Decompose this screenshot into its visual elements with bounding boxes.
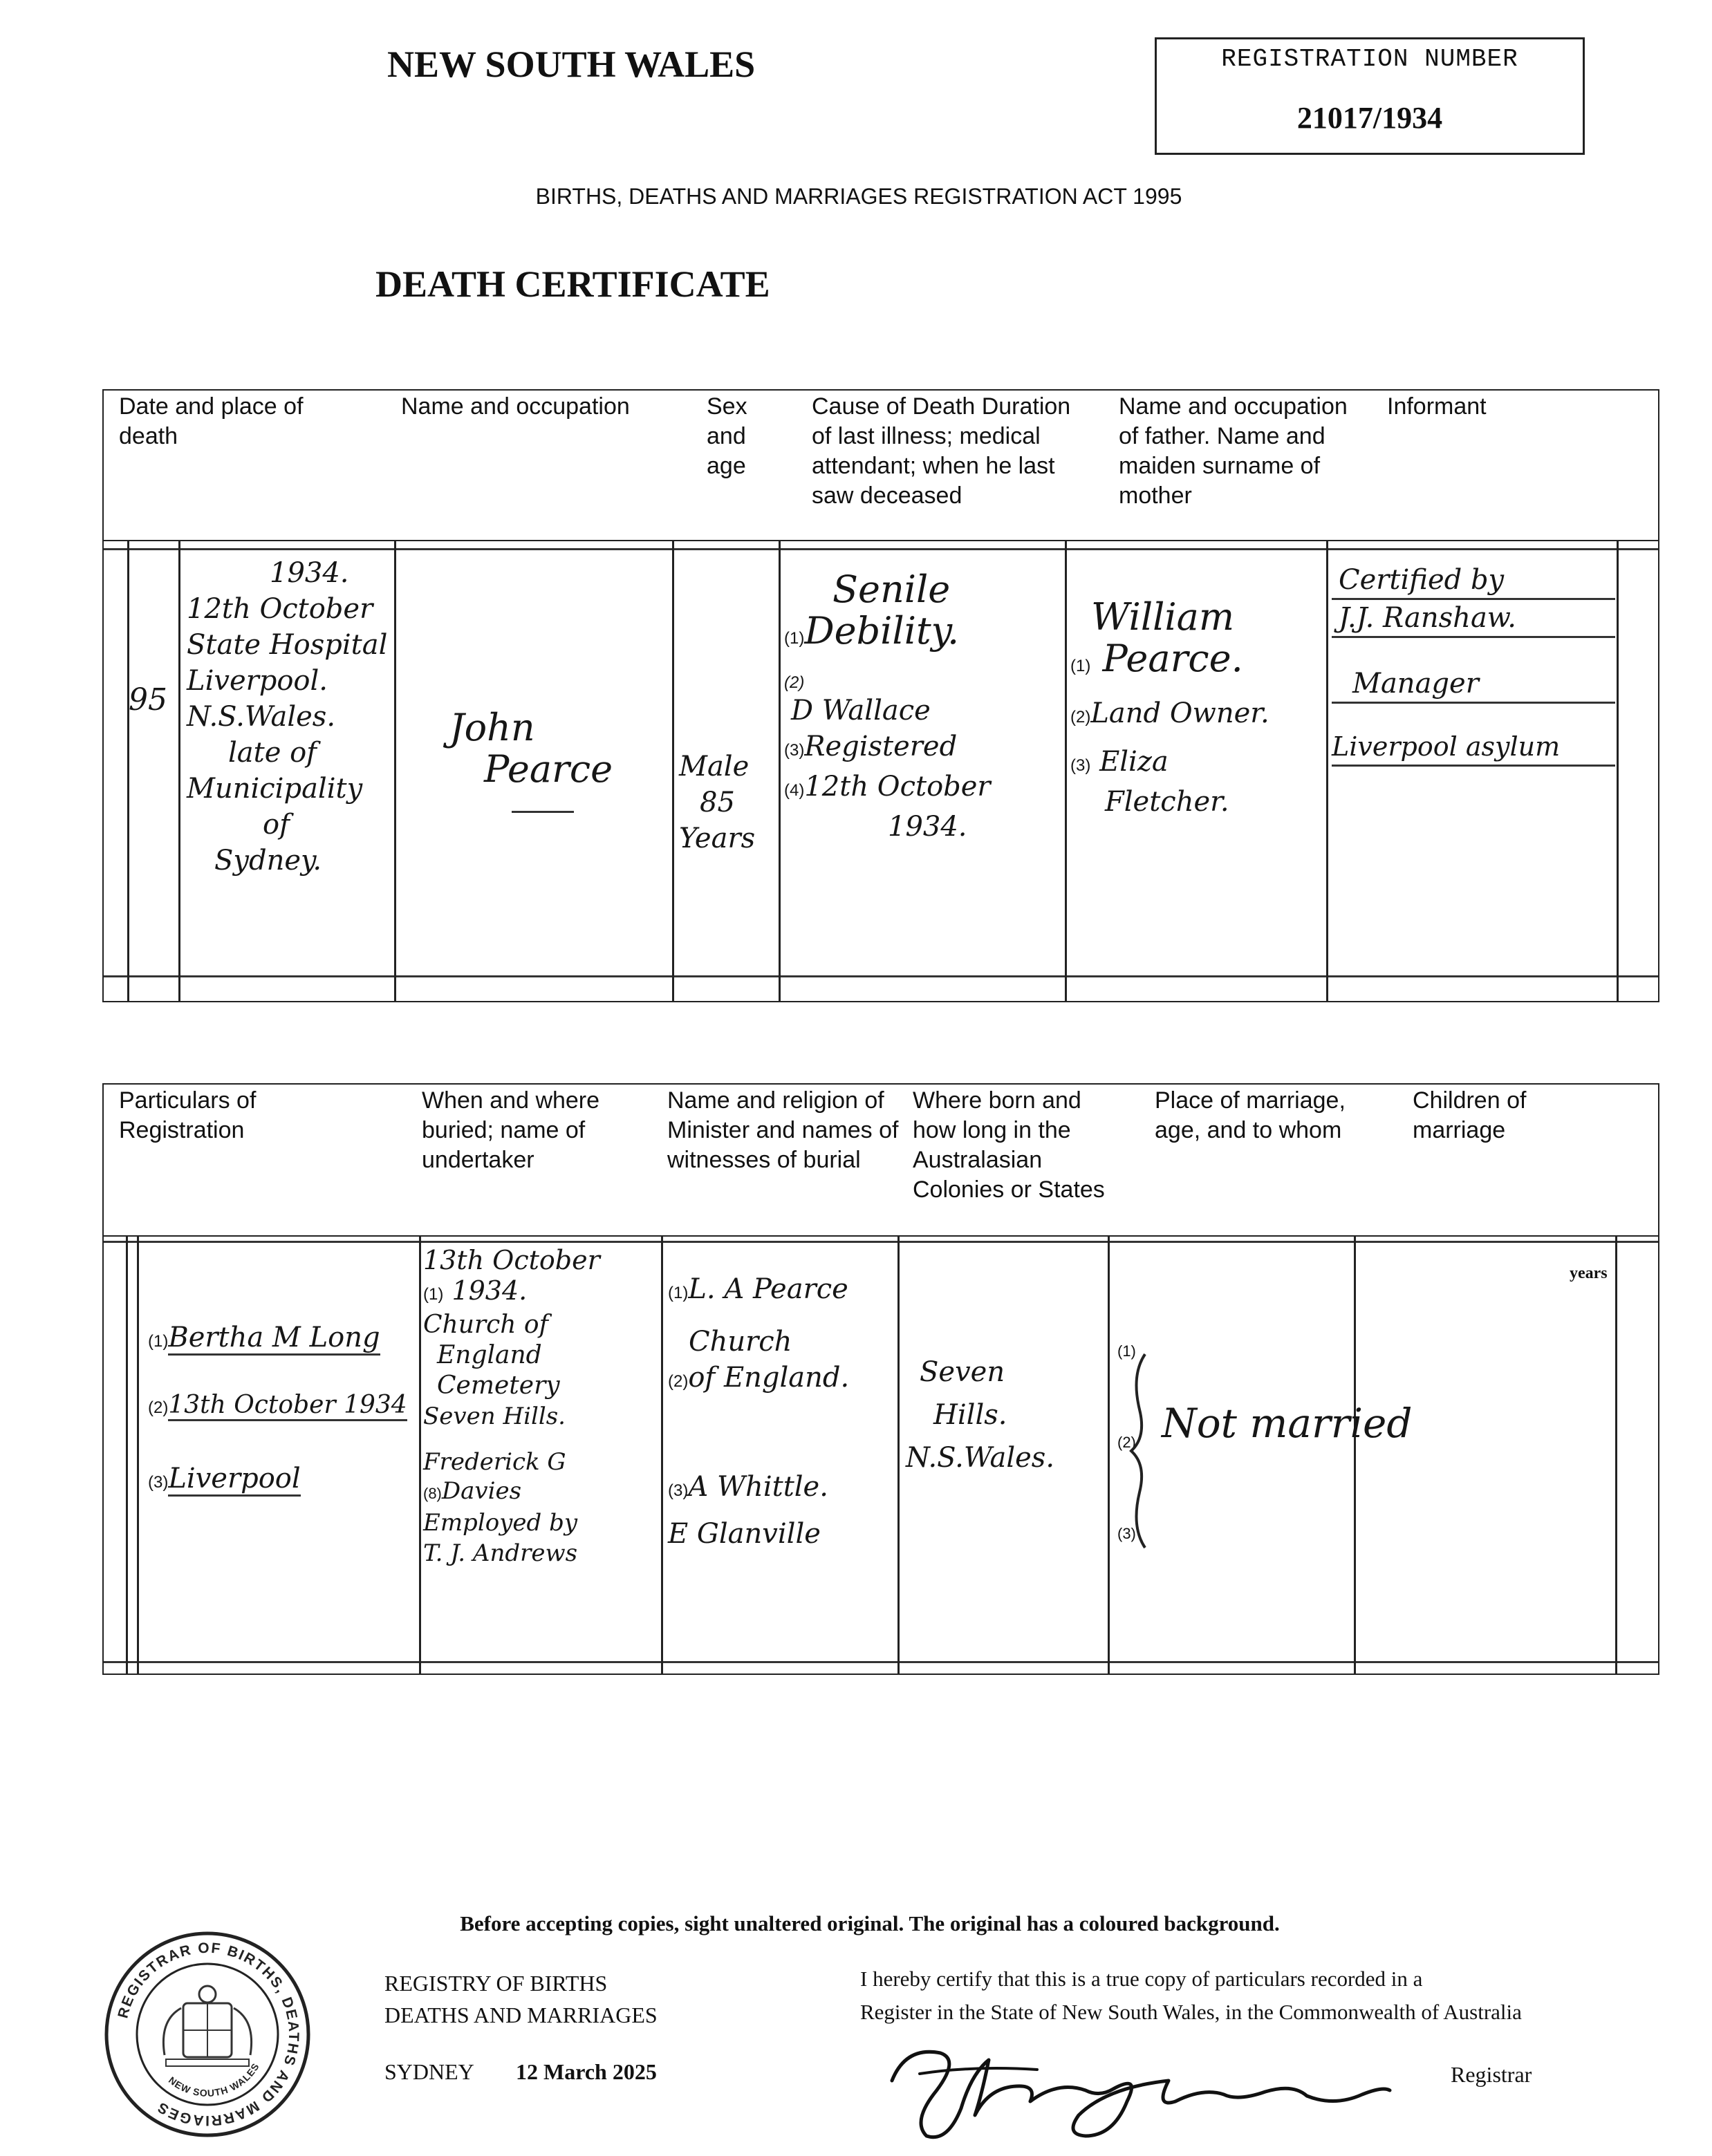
registration-burial-table: [102, 1083, 1659, 1675]
children-years-label: years: [1570, 1264, 1608, 1282]
burial-details: 13th October (1) 1934. Church of England Cemetery Seven Hills. Frederick G (8)Davies Employed by T. J. Andrews: [423, 1245, 600, 1567]
act-title: BIRTHS, DEATHS AND MARRIAGES REGISTRATION ACT 1995: [535, 184, 1182, 209]
registry-seal-icon: [104, 1931, 311, 2138]
registration-box: [1155, 37, 1585, 155]
header-children: Children of marriage: [1413, 1087, 1527, 1143]
header-name-occupation: Name and occupation: [401, 393, 630, 420]
death-table-header-row: [104, 391, 1658, 541]
header-cause: Cause of Death Duration of last illness; medical attendant; when he last saw deceased: [812, 393, 1071, 509]
registry-name: REGISTRY OF BIRTHS DEATHS AND MARRIAGES: [384, 1971, 658, 2027]
header-marriage: Place of marriage, age, and to whom: [1155, 1087, 1346, 1143]
header-minister: Name and religion of Minister and names of witnesses of burial: [667, 1087, 899, 1173]
birthplace: Seven Hills. N.S.Wales.: [906, 1356, 1055, 1474]
registrar-label: Registrar: [1451, 2062, 1532, 2087]
svg-text:REGISTRAR OF BIRTHS, DEATHS AN: REGISTRAR OF BIRTHS, DEATHS AND MARRIAGES: [115, 1940, 302, 2129]
burial-table-header-row: [104, 1085, 1658, 1237]
header-burial: When and where buried; name of undertaker: [422, 1087, 600, 1173]
issue-date: 12 March 2025: [516, 2059, 657, 2084]
header-sex-age: Sex and age: [707, 393, 747, 479]
registration-number: 21017/1934: [1296, 101, 1443, 135]
marriage-status: Not married: [1162, 1400, 1413, 1447]
header-date-place: Date and place of death: [119, 393, 304, 449]
header-registration: Particulars of Registration: [119, 1087, 257, 1143]
header-born: Where born and how long in the Australasian Colonies or States: [913, 1087, 1105, 1203]
father-and-mother: William (1) Pearce. (2)Land Owner. (3) Eliza Fletcher.: [1070, 595, 1269, 818]
sex-and-age: Male 85 Years: [679, 751, 756, 854]
header-father-mother: Name and occupation of father. Name and maiden surname of mother: [1119, 393, 1348, 509]
header-informant: Informant: [1387, 393, 1487, 420]
svg-text:NEW SOUTH WALES: NEW SOUTH WALES: [166, 2061, 262, 2099]
burial-register-scan: [104, 1237, 1658, 1674]
death-register-scan: [104, 541, 1658, 1001]
informant: Certified by J.J. Ranshaw. Manager Liverpool asylum: [1332, 562, 1615, 767]
certificate-title: DEATH CERTIFICATE: [375, 263, 770, 305]
minister-witnesses: (1)L. A Pearce Church (2)of England. (3)A Whittle. E Glanville: [668, 1273, 850, 1550]
deceased-name: John Pearce: [449, 707, 657, 813]
registration-particulars: (1)Bertha M Long (2)13th October 1934 (3)Liverpool: [148, 1320, 418, 1501]
entry-number: 95: [129, 682, 167, 718]
cause-of-death: Senile (1)Debility. (2) D Wallace (3)Registered (4)12th October 1934.: [784, 568, 991, 843]
registry-city: SYDNEY: [384, 2059, 474, 2084]
brace-mark: [1124, 1347, 1159, 1555]
marriage-markers: (1) (2) (3): [1117, 1342, 1136, 1542]
registration-label: REGISTRATION NUMBER: [1221, 45, 1518, 73]
registrar-signature: [878, 2032, 1404, 2150]
state-heading: NEW SOUTH WALES: [387, 44, 756, 85]
certification-statement: I hereby certify that this is a true copy of particulars recorded in a Register in the State of New South Wales, in the Commonwealth of Australia: [860, 1967, 1522, 2024]
death-particulars-table: [102, 389, 1659, 1002]
authenticity-notice: Before accepting copies, sight unaltered original. The original has a coloured background.: [460, 1911, 1280, 1935]
date-place-of-death: 1934. 12th October State Hospital Liverpool. N.S.Wales. late of Municipality of Sydney.: [187, 557, 388, 877]
